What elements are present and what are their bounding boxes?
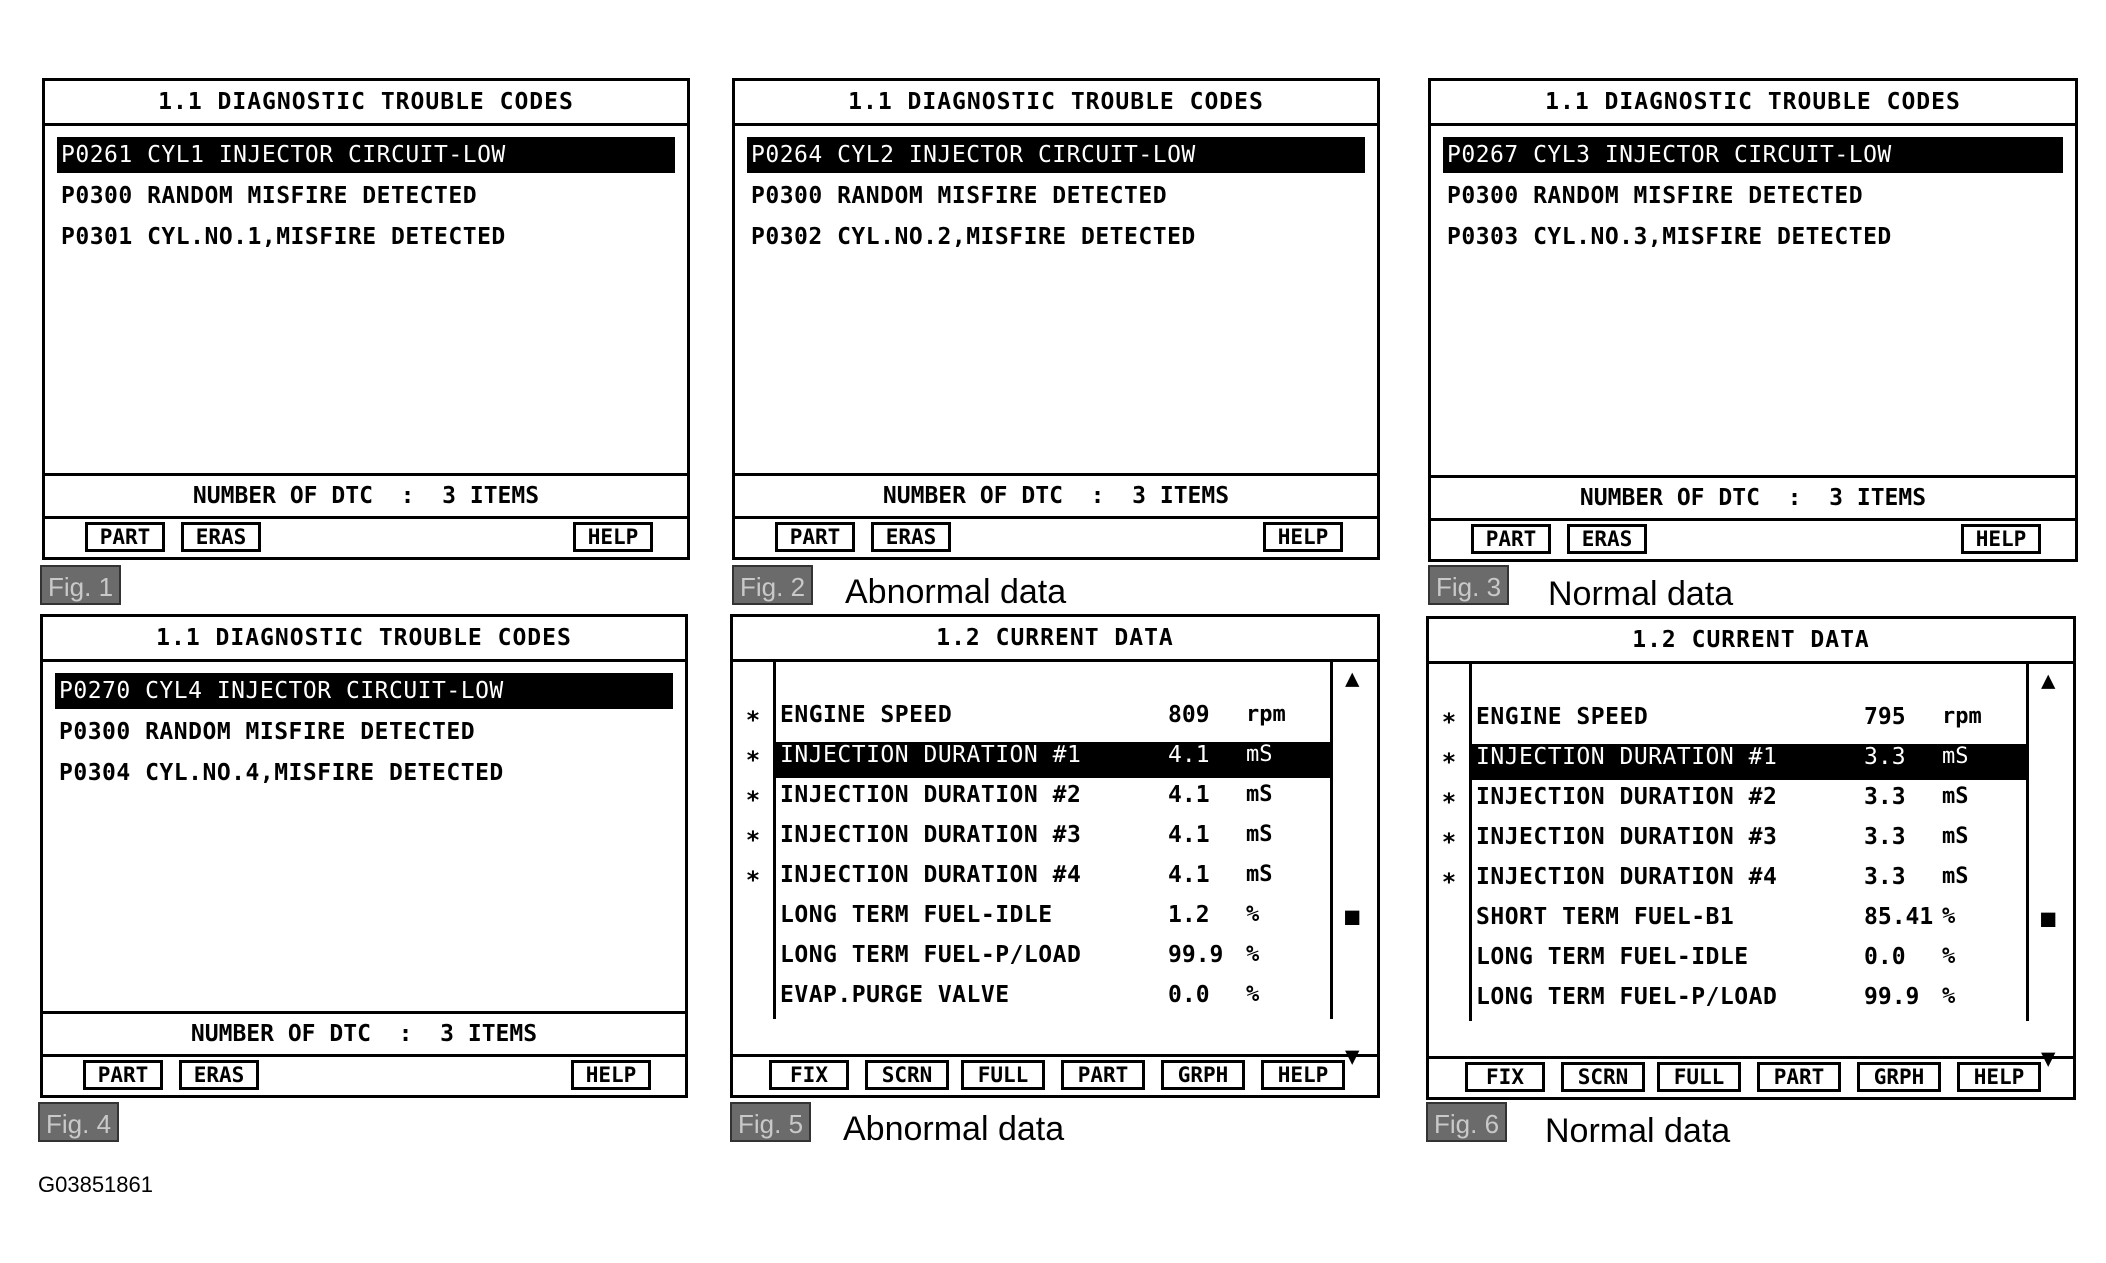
fig-label: Fig. 1 <box>40 565 121 605</box>
data-row[interactable] <box>776 782 1332 818</box>
part-button[interactable]: PART <box>83 1060 163 1090</box>
eras-button[interactable]: ERAS <box>179 1060 259 1090</box>
help-button[interactable]: HELP <box>573 522 653 552</box>
param-value: 3.3 <box>1864 744 1906 770</box>
param-value: 4.1 <box>1168 862 1210 888</box>
eras-button[interactable]: ERAS <box>871 522 951 552</box>
param-unit: rpm <box>1246 702 1286 727</box>
star-icon <box>733 942 773 978</box>
dtc-count: NUMBER OF DTC : 3 ITEMS <box>1431 475 2075 521</box>
panel-title: 1.1 DIAGNOSTIC TROUBLE CODES <box>1431 81 2075 126</box>
fig-label: Fig. 6 <box>1426 1102 1507 1142</box>
data-row[interactable] <box>776 942 1332 978</box>
param-unit: mS <box>1246 822 1273 847</box>
star-icon <box>733 902 773 938</box>
panel-title: 1.1 DIAGNOSTIC TROUBLE CODES <box>45 81 687 126</box>
param-value: 795 <box>1864 704 1906 730</box>
panel-title: 1.1 DIAGNOSTIC TROUBLE CODES <box>43 617 685 662</box>
panel-title: 1.2 CURRENT DATA <box>1429 619 2073 664</box>
param-value: 99.9 <box>1864 984 1920 1010</box>
grph-button[interactable]: GRPH <box>1857 1062 1941 1092</box>
fig-label: Fig. 5 <box>730 1102 811 1142</box>
param-unit: % <box>1942 984 1956 1009</box>
data-row[interactable] <box>1472 704 2028 740</box>
star-icon: * <box>1441 788 1457 816</box>
dtc-row[interactable]: P0300 RANDOM MISFIRE DETECTED <box>1447 183 1864 209</box>
param-name: INJECTION DURATION #4 <box>1476 864 1778 890</box>
param-unit: mS <box>1246 782 1273 807</box>
fig-label: Fig. 4 <box>38 1102 119 1142</box>
dtc-row[interactable]: P0303 CYL.NO.3,MISFIRE DETECTED <box>1447 224 1892 250</box>
dtc-row-selected[interactable]: P0264 CYL2 INJECTOR CIRCUIT-LOW <box>747 137 1365 173</box>
param-name: EVAP.PURGE VALVE <box>780 982 1010 1008</box>
fix-button[interactable]: FIX <box>769 1060 849 1090</box>
part-button[interactable]: PART <box>1471 524 1551 554</box>
param-value: 3.3 <box>1864 784 1906 810</box>
data-row-selected[interactable] <box>1472 744 2028 780</box>
dtc-count: NUMBER OF DTC : 3 ITEMS <box>43 1011 685 1057</box>
dtc-panel-fig4 <box>40 614 688 1098</box>
scrollbar[interactable] <box>1330 662 1377 1070</box>
param-unit: % <box>1942 944 1956 969</box>
star-icon: * <box>1441 708 1457 736</box>
star-icon: * <box>745 866 761 894</box>
button-bar <box>735 519 1377 557</box>
param-value: 3.3 <box>1864 864 1906 890</box>
scrollbar[interactable] <box>2026 664 2073 1072</box>
param-unit: mS <box>1246 862 1273 887</box>
scrn-button[interactable]: SCRN <box>1561 1062 1645 1092</box>
full-button[interactable]: FULL <box>1657 1062 1741 1092</box>
panel-title: 1.2 CURRENT DATA <box>733 617 1377 662</box>
full-button[interactable]: FULL <box>961 1060 1045 1090</box>
data-row-selected[interactable] <box>776 742 1332 778</box>
param-name: LONG TERM FUEL-IDLE <box>1476 944 1749 970</box>
param-value: 4.1 <box>1168 742 1210 768</box>
data-row[interactable] <box>1472 784 2028 820</box>
data-row[interactable] <box>776 862 1332 898</box>
param-name: ENGINE SPEED <box>1476 704 1649 730</box>
dtc-row[interactable]: P0300 RANDOM MISFIRE DETECTED <box>751 183 1168 209</box>
button-bar <box>45 519 687 557</box>
scrn-button[interactable]: SCRN <box>865 1060 949 1090</box>
scroll-down-icon[interactable]: ▼ <box>2041 1044 2056 1072</box>
dtc-row-selected[interactable]: P0270 CYL4 INJECTOR CIRCUIT-LOW <box>55 673 673 709</box>
dtc-list <box>55 673 673 796</box>
grph-button[interactable]: GRPH <box>1161 1060 1245 1090</box>
param-name: INJECTION DURATION #2 <box>780 782 1082 808</box>
param-value: 0.0 <box>1168 982 1210 1008</box>
param-name: INJECTION DURATION #3 <box>1476 824 1778 850</box>
help-button[interactable]: HELP <box>1263 522 1343 552</box>
current-data-panel-fig5 <box>730 614 1380 1098</box>
help-button[interactable]: HELP <box>1961 524 2041 554</box>
param-value: 4.1 <box>1168 822 1210 848</box>
param-value: 85.41 <box>1864 904 1934 930</box>
param-name: INJECTION DURATION #1 <box>780 742 1082 768</box>
star-icon: * <box>745 826 761 854</box>
param-unit: mS <box>1942 744 1969 769</box>
scroll-up-icon[interactable]: ▲ <box>1345 664 1360 692</box>
dtc-list <box>1443 137 2063 260</box>
star-icon: * <box>1441 748 1457 776</box>
param-unit: % <box>1942 904 1956 929</box>
dtc-panel-fig2 <box>732 78 1380 560</box>
param-name: INJECTION DURATION #4 <box>780 862 1082 888</box>
param-name: INJECTION DURATION #3 <box>780 822 1082 848</box>
param-name: INJECTION DURATION #1 <box>1476 744 1778 770</box>
dtc-row-selected[interactable]: P0261 CYL1 INJECTOR CIRCUIT-LOW <box>57 137 675 173</box>
star-icon: * <box>745 746 761 774</box>
current-data-panel-fig6 <box>1426 616 2076 1100</box>
figure-caption: Abnormal data <box>843 1110 1065 1148</box>
scroll-down-icon[interactable]: ▼ <box>1345 1042 1360 1070</box>
star-icon <box>733 982 773 1018</box>
dtc-panel-fig1 <box>42 78 690 560</box>
part-button[interactable]: PART <box>775 522 855 552</box>
star-icon: * <box>745 706 761 734</box>
param-unit: % <box>1246 902 1260 927</box>
param-value: 4.1 <box>1168 782 1210 808</box>
part-button[interactable]: PART <box>1757 1062 1841 1092</box>
data-list-area <box>733 662 1377 1070</box>
dtc-row[interactable]: P0301 CYL.NO.1,MISFIRE DETECTED <box>61 224 506 250</box>
help-button[interactable]: HELP <box>1957 1062 2041 1092</box>
dtc-row[interactable]: P0300 RANDOM MISFIRE DETECTED <box>61 183 478 209</box>
button-bar <box>1431 521 2075 559</box>
data-row[interactable] <box>1472 984 2028 1020</box>
scroll-up-icon[interactable]: ▲ <box>2041 666 2056 694</box>
dtc-list <box>57 137 675 260</box>
data-row[interactable] <box>1472 904 2028 940</box>
figure-caption: Abnormal data <box>845 573 1067 611</box>
param-unit: mS <box>1942 864 1969 889</box>
star-icon: * <box>745 786 761 814</box>
param-value: 3.3 <box>1864 824 1906 850</box>
figure-caption: Normal data <box>1548 575 1734 613</box>
data-row[interactable] <box>1472 824 2028 860</box>
button-bar <box>1429 1059 2073 1097</box>
star-icon: * <box>1441 828 1457 856</box>
data-row[interactable] <box>776 822 1332 858</box>
data-row[interactable] <box>776 702 1332 738</box>
fig-label: Fig. 3 <box>1428 565 1509 605</box>
param-unit: mS <box>1942 824 1969 849</box>
dtc-row-selected[interactable]: P0267 CYL3 INJECTOR CIRCUIT-LOW <box>1443 137 2063 173</box>
part-button[interactable]: PART <box>85 522 165 552</box>
dtc-count: NUMBER OF DTC : 3 ITEMS <box>45 473 687 519</box>
dtc-row[interactable]: P0302 CYL.NO.2,MISFIRE DETECTED <box>751 224 1196 250</box>
dtc-panel-fig3 <box>1428 78 2078 562</box>
data-row[interactable] <box>1472 864 2028 900</box>
figure-id: G03851861 <box>38 1172 153 1197</box>
param-value: 809 <box>1168 702 1210 728</box>
param-name: ENGINE SPEED <box>780 702 953 728</box>
star-icon <box>1429 944 1469 980</box>
dtc-list <box>747 137 1365 260</box>
help-button[interactable]: HELP <box>571 1060 651 1090</box>
param-name: SHORT TERM FUEL-B1 <box>1476 904 1735 930</box>
param-unit: % <box>1246 942 1260 967</box>
help-button[interactable]: HELP <box>1261 1060 1345 1090</box>
param-unit: mS <box>1246 742 1273 767</box>
param-name: INJECTION DURATION #2 <box>1476 784 1778 810</box>
param-value: 0.0 <box>1864 944 1906 970</box>
fix-button[interactable]: FIX <box>1465 1062 1545 1092</box>
figure-caption: Normal data <box>1545 1112 1731 1150</box>
dtc-row[interactable]: P0300 RANDOM MISFIRE DETECTED <box>59 719 476 745</box>
button-bar <box>733 1057 1377 1095</box>
star-icon <box>1429 904 1469 940</box>
param-name: LONG TERM FUEL-P/LOAD <box>780 942 1082 968</box>
fig-label: Fig. 2 <box>732 565 813 605</box>
data-row[interactable] <box>776 902 1332 938</box>
button-bar <box>43 1057 685 1095</box>
scroll-thumb-icon[interactable]: ■ <box>1345 902 1360 930</box>
param-value: 99.9 <box>1168 942 1224 968</box>
dtc-row[interactable]: P0304 CYL.NO.4,MISFIRE DETECTED <box>59 760 504 786</box>
param-name: LONG TERM FUEL-P/LOAD <box>1476 984 1778 1010</box>
panel-title: 1.1 DIAGNOSTIC TROUBLE CODES <box>735 81 1377 126</box>
star-icon <box>1429 984 1469 1020</box>
eras-button[interactable]: ERAS <box>1567 524 1647 554</box>
eras-button[interactable]: ERAS <box>181 522 261 552</box>
param-name: LONG TERM FUEL-IDLE <box>780 902 1053 928</box>
data-list-area <box>1429 664 2073 1072</box>
part-button[interactable]: PART <box>1061 1060 1145 1090</box>
param-value: 1.2 <box>1168 902 1210 928</box>
param-unit: mS <box>1942 784 1969 809</box>
param-unit: % <box>1246 982 1260 1007</box>
scroll-thumb-icon[interactable]: ■ <box>2041 904 2056 932</box>
data-row[interactable] <box>1472 944 2028 980</box>
data-row[interactable] <box>776 982 1332 1018</box>
param-unit: rpm <box>1942 704 1982 729</box>
dtc-count: NUMBER OF DTC : 3 ITEMS <box>735 473 1377 519</box>
star-icon: * <box>1441 868 1457 896</box>
